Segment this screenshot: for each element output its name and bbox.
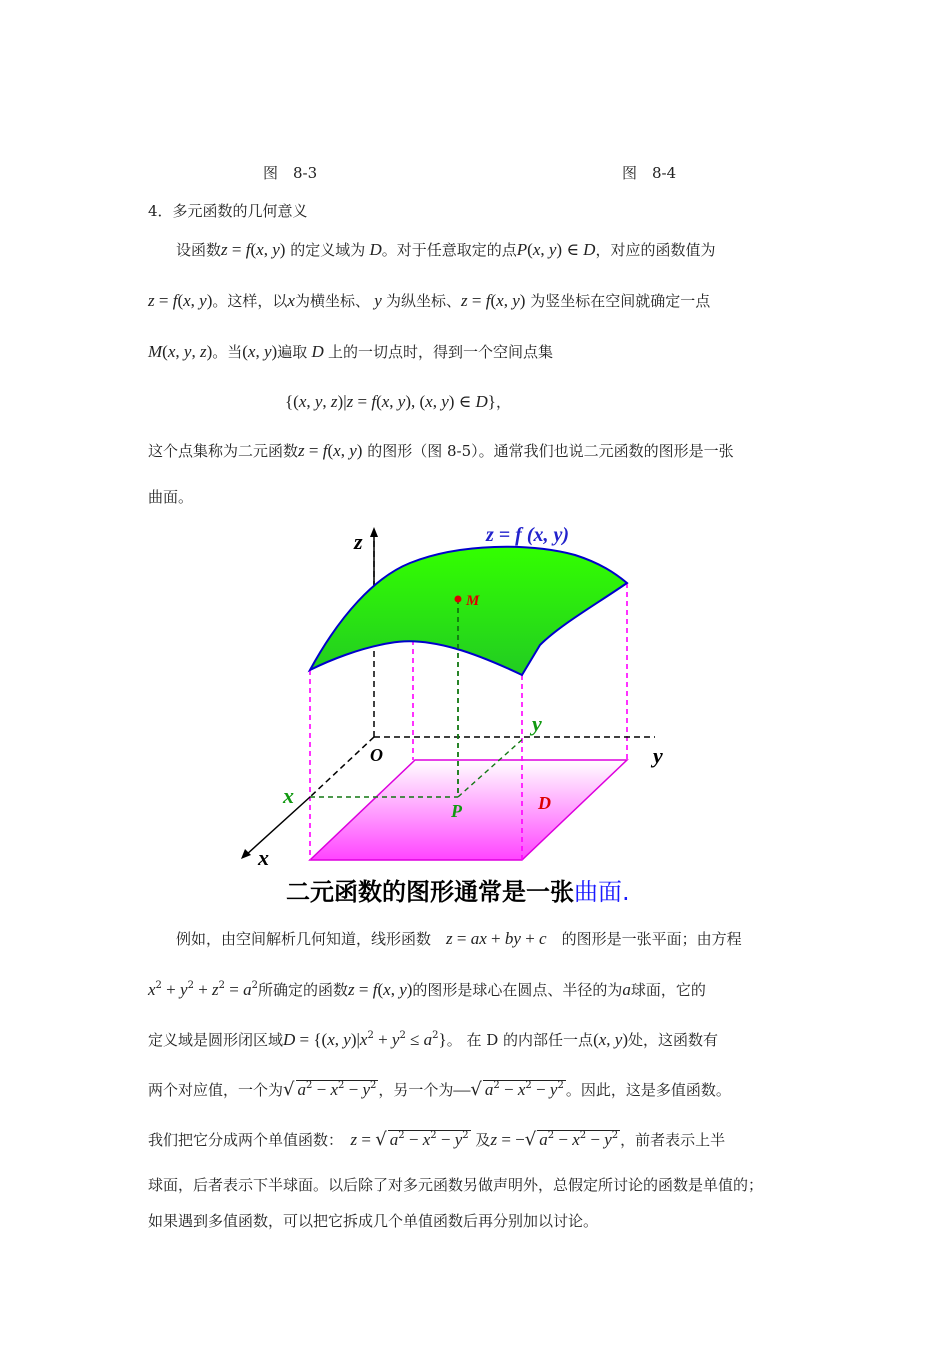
axis-x-label: x xyxy=(258,845,269,870)
point-m-label: M xyxy=(466,593,480,609)
para1-line3: M(x, y, z)。当(x, y)遍取 D 上的一切点时，得到一个空间点集 xyxy=(148,342,553,361)
para3-line4: 两个对应值，一个为√ $a^2 - x^2 - y^2$ ，另一个为—√ $a^2 - x^2 - y^2$ 。因此，这是多值函数。 xyxy=(148,1079,731,1100)
x-axis-arrow xyxy=(241,849,251,859)
para3-line5: 我们把它分成两个单值函数： z = √ $a^2 - x^2 - y^2$ 及z = −√ $a^2 - x^2 - y^2$ ，前者表示上半 xyxy=(148,1129,726,1150)
axis-y-label: y xyxy=(653,743,663,768)
figure-caption-8-3: 图 8-3 xyxy=(263,164,318,182)
surface-figure xyxy=(230,515,700,875)
para3-line1: 例如，由空间解析几何知道，线形函数 z = ax + by + c 的图形是一张平面；由方程 xyxy=(176,929,742,948)
tick-x-label: x xyxy=(283,783,294,808)
para2-line2: 曲面。 xyxy=(148,488,194,506)
domain-region xyxy=(310,760,627,860)
para3-line3: 定义域是圆形闭区域D = {(x, $y)|x^2 + y^2 \le a^2$}。 在 D 的内部任一点(x, y)处，这函数有 xyxy=(148,1030,719,1049)
tick-y-label: y xyxy=(532,711,542,736)
figure-caption: 二元函数的图形通常是一张曲面. xyxy=(286,878,630,906)
para3-line7: 如果遇到多值函数，可以把它拆成几个单值函数后再分别加以讨论。 xyxy=(148,1212,599,1230)
x-axis xyxy=(246,797,310,855)
para3-line2: $x^2 + y^2 + z^2 = a^2$所确定的函数z = f(x, y)的图形是球心在圆点、半径的为a球面，它的 xyxy=(148,980,706,999)
para3-line6: 球面，后者表示下半球面。以后除了对多元函数另做声明外，总假定所讨论的函数是单值的； xyxy=(148,1176,764,1194)
para1-line1: 设函数z = f(x, y) 的定义域为 D。对于任意取定的点P(x, y) ∈ D，对应的函数值为 xyxy=(176,240,716,259)
set-formula: {(x, y, z)|z = f(x, y), (x, y) ∈ D}， xyxy=(285,392,511,411)
point-m-dot xyxy=(455,596,462,603)
axis-z-label: z xyxy=(354,529,363,554)
figure-caption-8-4: 图 8-4 xyxy=(622,164,677,182)
surface-label: z = f (x, y) xyxy=(486,524,570,546)
para2-line1: 这个点集称为二元函数z = f(x, y) 的图形（图 8-5）。通常我们也说二元函数的图形是一张 xyxy=(148,441,734,460)
z-axis-arrow xyxy=(370,527,378,537)
para1-line2: z = f(x, y)。这样，以x为横坐标、 y 为纵坐标、z = f(x, y) 为竖坐标在空间就确定一点 xyxy=(148,291,711,310)
origin-label: O xyxy=(370,745,383,765)
surface xyxy=(310,547,627,675)
x-axis-dashed xyxy=(310,737,374,797)
section-heading: 4．多元函数的几何意义 xyxy=(148,202,308,220)
domain-label: D xyxy=(538,793,551,813)
point-p-label: P xyxy=(451,801,462,821)
